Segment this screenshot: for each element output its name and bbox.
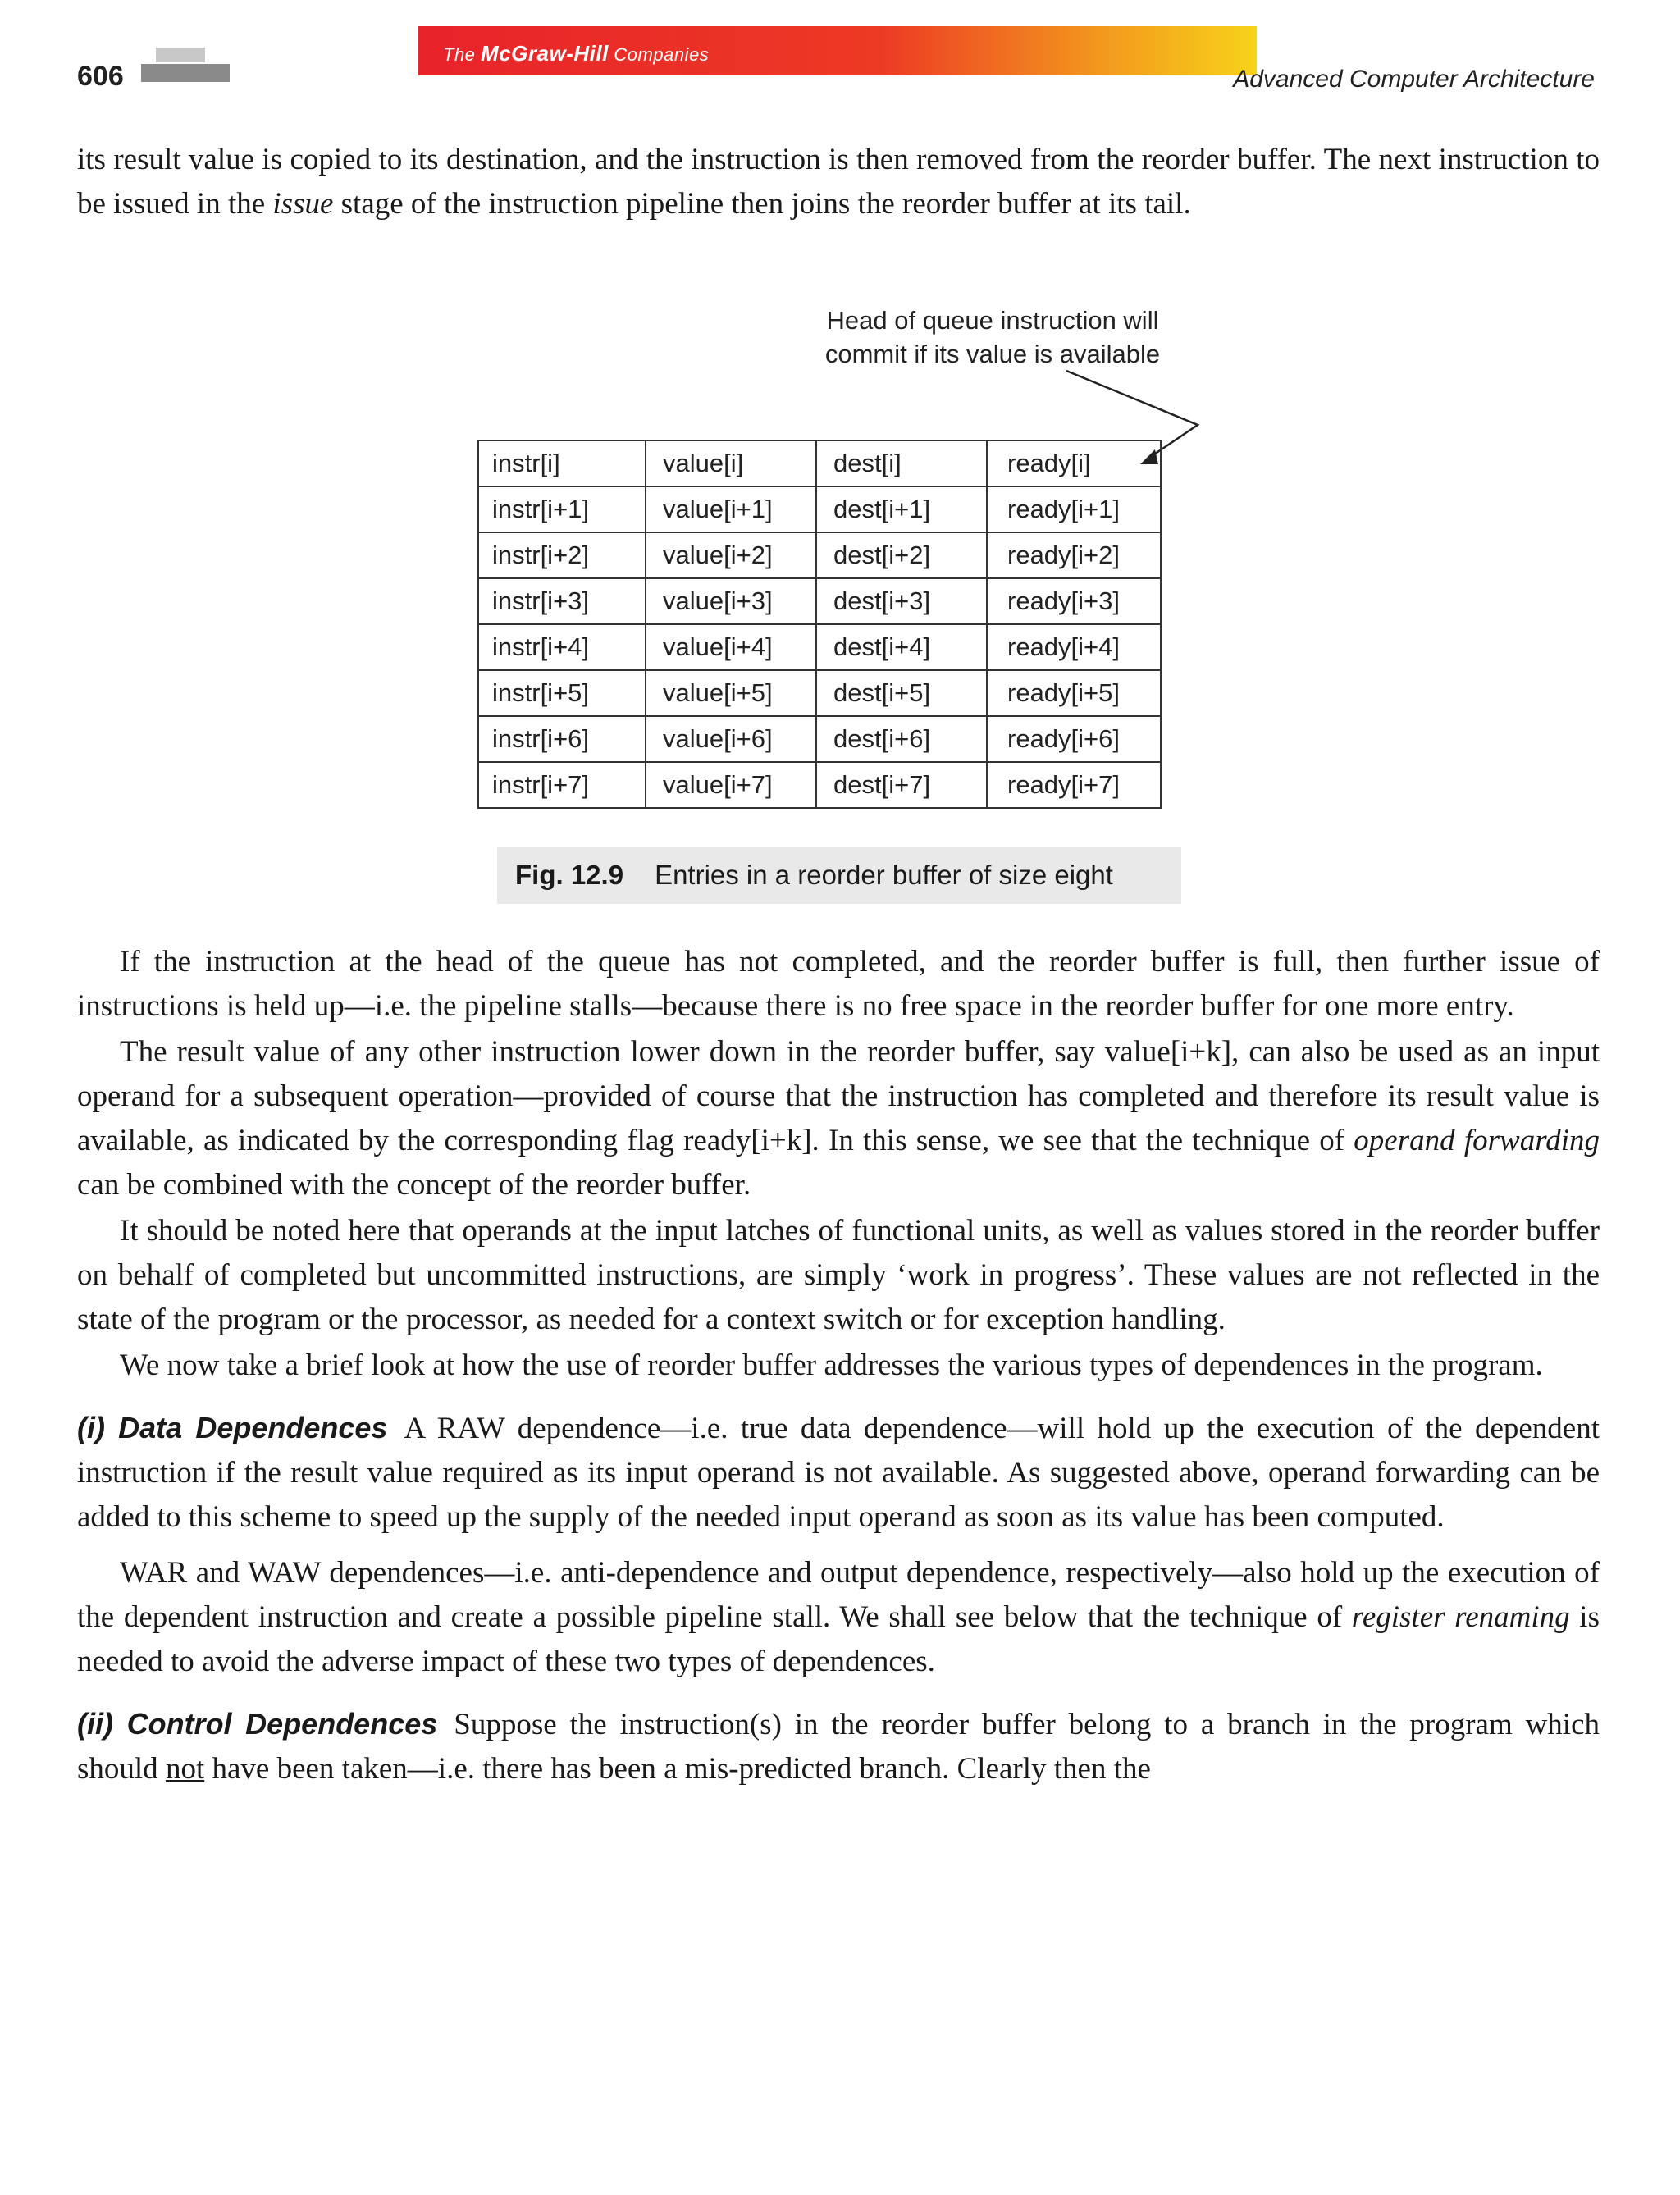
table-row [478,670,1161,716]
instr-cell: instr[i] [478,440,646,486]
value-cell: value[i+4] [646,624,816,670]
table-row [478,716,1161,762]
paragraph: It should be noted here that operands at the input latches of functional units, as well as values stored in the reorder buffer on behalf of completed but uncommitted instructions, are simply ‘work in progress’. These values are not reflected in the state of the program or the processor, as needed for a context switch or for exception handling. [77,1214,1600,1336]
ready-cell: ready[i] [987,440,1161,486]
ready-cell: ready[i+2] [987,532,1161,578]
figure-caption [497,847,1181,904]
dest-cell: dest[i+5] [816,670,987,716]
ready-cell: ready[i+1] [987,486,1161,532]
ready-cell: ready[i+6] [987,716,1161,762]
dest-cell: dest[i+6] [816,716,987,762]
dest-cell: dest[i+2] [816,532,987,578]
paragraph-control-dependences: (ii) Control Dependences Suppose the instruction(s) in the reorder buffer belong to a branch in the program which should not have been taken—i.e. there has been a mis-predicted branch. Clearly then the [77,1707,1600,1786]
instr-cell: instr[i+6] [478,716,646,762]
ready-cell: ready[i+3] [987,578,1161,624]
table-row [478,440,1161,486]
paragraph: If the instruction at the head of the queue has not completed, and the reorder buffer is full, then further issue of instructions is held up—i.e. the pipeline stalls—because there is no free space in the reorder buffer for one more entry. [77,945,1600,1023]
table-row [478,624,1161,670]
dest-cell: dest[i] [816,440,987,486]
callout-line-2: commit if its value is available [824,340,1161,368]
ready-cell: ready[i+5] [987,670,1161,716]
table-row [478,532,1161,578]
callout-line-1: Head of queue instruction will [826,306,1159,335]
figure-caption-text: Entries in a reorder buffer of size eight [655,860,1113,890]
dest-cell: dest[i+7] [816,762,987,808]
instr-cell: instr[i+2] [478,532,646,578]
value-cell: value[i+5] [646,670,816,716]
running-book-title: Advanced Computer Architecture [1233,66,1595,93]
table-row [478,486,1161,532]
instr-cell: instr[i+1] [478,486,646,532]
dest-cell: dest[i+4] [816,624,987,670]
figure-label: Fig. 12.9 [515,860,624,890]
intro-paragraph: its result value is copied to its destination, and the instruction is then removed from the reorder buffer. The next instruction to be issued in the issue stage of the instruction pipeline then joins the reorder buffer at its tail. [77,143,1600,221]
instr-cell: instr[i+4] [478,624,646,670]
section-heading: (i) Data Dependences [77,1411,388,1444]
page-number: 606 [77,61,124,92]
paragraph-data-dependences: (i) Data Dependences A RAW dependence—i.e. true data dependence—will hold up the execution of the dependent instruction if the result value required as its input operand is not available. As suggested above, operand forwarding can be added to this scheme to speed up the supply of the needed input operand as soon as its value has been computed. [77,1411,1600,1534]
publisher-logo: The McGraw-Hill Companies [443,41,710,66]
ready-cell: ready[i+7] [987,762,1161,808]
reorder-buffer-table [477,440,1162,809]
value-cell: value[i] [646,440,816,486]
dest-cell: dest[i+1] [816,486,987,532]
ready-cell: ready[i+4] [987,624,1161,670]
main-body [77,940,1600,1791]
value-cell: value[i+3] [646,578,816,624]
dest-cell: dest[i+3] [816,578,987,624]
paragraph: We now take a brief look at how the use of reorder buffer addresses the various types of dependences in the program. [120,1348,1543,1382]
paragraph: WAR and WAW dependences—i.e. anti-dependence and output dependence, respectively—also hold up the execution of the dependent instruction and create a possible pipeline stall. We shall see below that the technique of register renaming is needed to avoid the adverse impact of these two types of dependences. [77,1556,1600,1678]
value-cell: value[i+1] [646,486,816,532]
value-cell: value[i+7] [646,762,816,808]
instr-cell: instr[i+5] [478,670,646,716]
value-cell: value[i+6] [646,716,816,762]
paragraph: The result value of any other instruction lower down in the reorder buffer, say value[i+k], can also be used as an input operand for a subsequent operation—provided of course that the instruction has completed and therefore its result value is available, as indicated by the corresponding flag ready[i+k]. In this sense, we see that the technique of operand forwarding can be combined with the concept of the reorder buffer. [77,1035,1600,1202]
instr-cell: instr[i+7] [478,762,646,808]
value-cell: value[i+2] [646,532,816,578]
table-row [478,762,1161,808]
section-heading: (ii) Control Dependences [77,1707,438,1741]
instr-cell: instr[i+3] [478,578,646,624]
table-row [478,578,1161,624]
